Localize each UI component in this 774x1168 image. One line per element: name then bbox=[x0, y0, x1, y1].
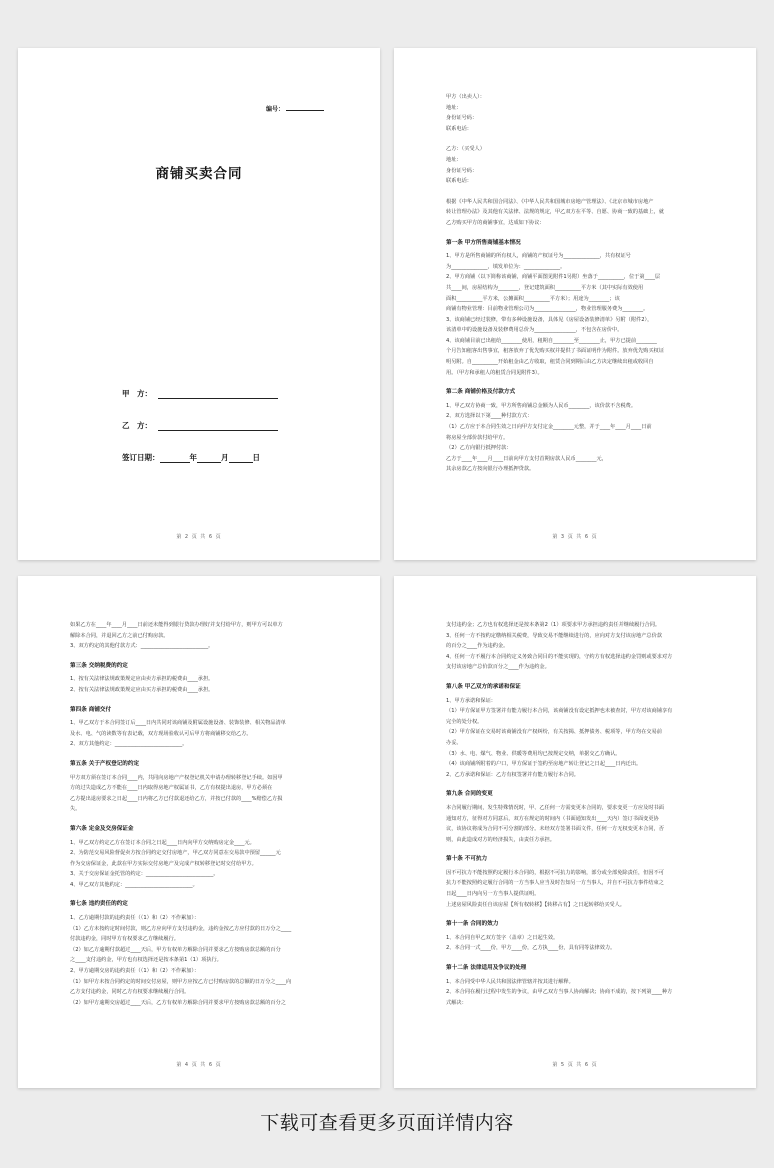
party-b-field: 乙 方： bbox=[122, 420, 278, 431]
page-footer: 第 3 页 共 6 页 bbox=[552, 534, 598, 540]
body-line: 式解决： bbox=[446, 999, 467, 1006]
body-line: 地址： bbox=[446, 156, 462, 163]
body-line: 联系电话： bbox=[446, 125, 472, 132]
body-line: 2、甲方逾期交房的违约责任（（1）和（2）不作累加）： bbox=[70, 968, 200, 975]
body-line: 2、本合同一式____份，甲方____份，乙方执____份，具有同等法律效力。 bbox=[446, 945, 616, 952]
section-heading: 第七条 违约责任的约定 bbox=[70, 901, 128, 908]
body-line: 2、乙方承诺和保证：乙方有权签署并有能力履行本合同。 bbox=[446, 771, 579, 778]
body-line: 办妥。 bbox=[446, 739, 462, 746]
body-line: 作为交房保证金，此款在甲方实际交付房地产及完成产权转移登记时交付给甲方。 bbox=[70, 860, 257, 867]
document-page-2 bbox=[18, 48, 380, 560]
body-line: 议，该协议将成为合同不可分割的部分。未经双方签署书面文件，任何一方无权变更本合同，否 bbox=[446, 826, 664, 833]
body-line: 抗力不能按照约定履行合同的一方当事人应当及时告知另一方当事人，并自不可抗力事件结束之 bbox=[446, 880, 664, 887]
document-page-5 bbox=[394, 576, 756, 1088]
body-line: 1、按有关法律法规政策规定应由卖方承担的税费由____承担。 bbox=[70, 676, 214, 683]
body-line: 及水、电、气的读数等有表记载，双方现场验收认可后甲方将商铺移交给乙方。 bbox=[70, 730, 252, 737]
body-line: 明另附。自__________开始租金由乙方收取，租赁合同到期后由乙方决定继续出租或收回自 bbox=[446, 359, 654, 366]
page-title: 商铺买卖合同 bbox=[155, 166, 243, 182]
body-line: 为______________，填发单位为：______________。 bbox=[446, 263, 566, 270]
body-line: （1）乙方应于本合同生效之日向甲方支付定金________元整，并于____年____月____日前 bbox=[446, 424, 652, 431]
body-line: 1、甲方承诺和保证： bbox=[446, 697, 496, 704]
section-heading: 第二条 商铺价格及付款方式 bbox=[446, 389, 516, 396]
body-line: 甲方（出卖人）： bbox=[446, 94, 485, 100]
body-line: 1、本合同受中华人民共和国法律管辖并按其进行解释。 bbox=[446, 978, 574, 985]
body-line: 1、甲乙双方协商一致，甲方所售商铺总金额为人民币________，该价款不含税费。 bbox=[446, 402, 637, 409]
body-line: 共____间，房屋结构为________，登记建筑面积__________平方米（其中实际有效使用 bbox=[446, 284, 644, 291]
body-line: 地址： bbox=[446, 104, 462, 111]
body-line: （2）如乙方逾期付款超过____天后，甲方有权单方解除合同并要求乙方按购房款总额的百分 bbox=[70, 946, 281, 953]
body-line: 3、关于交房保证金托管的约定：__________________________。 bbox=[70, 871, 219, 878]
body-line: 付款违约金，同时甲方有权要求乙方继续履行。 bbox=[70, 936, 179, 943]
body-line: 本合同履行期间，发生特殊情况时，甲、乙任何一方需变更本合同的，要求变更一方应及时书面 bbox=[446, 804, 664, 811]
body-line: 身份证号码： bbox=[446, 167, 478, 174]
body-line: 1、乙方逾期付款的违约责任（（1）和（2）不作累加）： bbox=[70, 915, 200, 922]
section-heading: 第九条 合同的变更 bbox=[446, 791, 493, 798]
body-line: 3、该商铺已经过装修，带有多种设施设备，具体见《房屋设备装修清单》另附（附件2）， bbox=[446, 316, 653, 323]
body-line: （1）甲方保证甲方签署并有能力履行本合同，该商铺没有设定抵押也未被查封，甲方对该商铺享有 bbox=[446, 708, 673, 715]
section-heading: 第四条 商铺交付 bbox=[70, 706, 112, 713]
body-line: 支付该房地产总价款百分之____作为违约金。 bbox=[446, 664, 550, 671]
page-body bbox=[446, 92, 720, 475]
body-line: 1、甲乙双方于本合同签订后____日内共同对该商铺及附属设施设备、装饰装修、相关物品清单 bbox=[70, 720, 286, 727]
section-heading: 第一条 甲方所售商铺基本情况 bbox=[446, 239, 521, 246]
body-line: 完全的处分权。 bbox=[446, 718, 483, 725]
body-line: 2、甲方商铺（以下简称该商铺，商铺平面图见附件1另附）坐落于__________，位于第____层 bbox=[446, 274, 661, 281]
page-body bbox=[70, 620, 344, 1008]
body-line: 4、任何一方不履行本合同约定义务致合同目的不能实现的，守约方有权选择违约金罚则或要求对方 bbox=[446, 653, 673, 660]
page-footer: 第 5 页 共 6 页 bbox=[552, 1062, 598, 1068]
body-line: 面积__________平方米，公摊面积__________平方米）；用途为________；该 bbox=[446, 295, 620, 302]
body-line: 乙方于____年____月____日前向甲方支付首期房款人民币________元， bbox=[446, 455, 607, 462]
body-line: 因不可抗力不能按照约定履行本合同的，根据不可抗力的影响，部分或全部免除责任，但因不可 bbox=[446, 869, 664, 876]
body-line: 2、双方其他约定：__________________________。 bbox=[70, 741, 188, 748]
party-a-field: 甲 方： bbox=[122, 388, 278, 399]
body-line: 之____支付违约金，甲方也有权选择还是按本条第1（1）项执行。 bbox=[70, 957, 222, 964]
body-line: 4、该商铺目前已出租给________使用，租期自________至________止，甲方已提前________ bbox=[446, 337, 657, 344]
section-heading: 第八条 甲乙双方的承诺和保证 bbox=[446, 683, 521, 690]
body-line: 2、按有关法律法规政策规定应由买方承担的税费由____承担。 bbox=[70, 686, 214, 693]
section-heading: 第六条 定金及交房保证金 bbox=[70, 825, 134, 832]
spacer bbox=[446, 187, 720, 197]
document-page-4 bbox=[18, 576, 380, 1088]
body-line: 根据《中华人民共和国合同法》、《中华人民共和国城市房地产管理法》、《北京市城市房地产 bbox=[446, 198, 654, 205]
download-more-banner[interactable]: 下载可查看更多页面详情内容 bbox=[260, 1112, 514, 1134]
body-line: 乙方支付违约金，同时乙方有权要求继续履行合同。 bbox=[70, 989, 190, 996]
body-line: （4）该商铺所附着的户口，甲方保证于签约至房地产转让登记之日起____日内迁出。 bbox=[446, 761, 642, 768]
body-line: 乙方提出退房要求之日起____日内将乙方已付款退还给乙方，并按已付款的____%赔偿乙方损 bbox=[70, 795, 283, 802]
contract-number: 编号： bbox=[266, 104, 324, 113]
body-line: 1、本合同自甲乙双方签字（盖章）之日起生效。 bbox=[446, 934, 559, 941]
page-footer: 第 4 页 共 6 页 bbox=[176, 1062, 222, 1068]
body-line: 转让管理办法》及其他有关法律、法规的规定，甲乙双方在平等、自愿、协商一致的基础上，就 bbox=[446, 209, 664, 216]
body-line: 身份证号码： bbox=[446, 115, 478, 122]
body-line: 将房屋全部价款付给甲方。 bbox=[446, 434, 509, 441]
section-heading: 第五条 关于产权登记的约定 bbox=[70, 760, 140, 767]
body-line: 联系电话： bbox=[446, 178, 472, 185]
sign-date-field: 签订日期： 年 月 日 bbox=[122, 453, 260, 462]
body-line: 乙方：（买受人） bbox=[446, 146, 485, 153]
body-line: 2、为防范交易风险督促卖方按合同约定交付房地产，甲乙双方同意在交易款中预留______元 bbox=[70, 850, 281, 857]
body-line: （3）水、电、煤气、物业、供暖等费用均已按规定交纳，单据交乙方确认。 bbox=[446, 750, 621, 757]
body-line: 3、双方约定的其他付款方式：__________________________。 bbox=[70, 643, 214, 650]
body-line: （2）甲方保证在交易时该商铺没有产权纠纷，有关按揭、抵押债务、税项等，甲方均在交易前 bbox=[446, 729, 662, 736]
body-line: 2、双方选择以下第____种付款方式： bbox=[446, 413, 533, 420]
body-line: 该清单中的设施设备及装修费用总价为________________，不包含在房价中。 bbox=[446, 327, 623, 334]
body-line: 上述房屋风险责任自该房屋【所有权转移】【转移占有】之日起转移给买受人。 bbox=[446, 901, 625, 908]
document-page-3 bbox=[394, 48, 756, 560]
body-line: 通知对方，征得对方同意后，双方在规定的时间内（书面通知发出____天内）签订书面变更协 bbox=[446, 815, 659, 822]
spacer bbox=[446, 134, 720, 144]
body-line: （2）乙方向银行抵押付款： bbox=[446, 445, 512, 452]
body-line: 3、任何一方不按约定缴纳相关税费，导致交易不能继续进行的，应向对方支付该房地产总价款 bbox=[446, 632, 662, 639]
body-line: 1、甲方是所售商铺的所有权人，商铺的产权证号为______________，共有权证号 bbox=[446, 253, 631, 260]
body-line: 乙方购买甲方的商铺事宜，达成如下协议： bbox=[446, 219, 545, 226]
body-line: 方的过失造成乙方不能在____日内取得房地产权属证书，乙方有权提出退房，甲方必须在 bbox=[70, 785, 273, 792]
body-line: 则，由此造成对方的经济损失，由责任方承担。 bbox=[446, 836, 555, 843]
body-line: 的百分之____作为违约金。 bbox=[446, 643, 509, 650]
body-line: 日起____日内向另一方当事人提供证明。 bbox=[446, 891, 540, 898]
section-heading: 第十一条 合同的效力 bbox=[446, 921, 499, 928]
body-line: 个月告知租客出售事宜，租客放弃了优先购买权并提供了书面证明作为附件。放弃优先购买权证 bbox=[446, 348, 664, 355]
page-footer: 第 2 页 共 6 页 bbox=[176, 534, 222, 540]
body-line: 商铺有物业管理：目前物业管理公司为________________，物业管理服务费为________。 bbox=[446, 306, 649, 313]
body-line: 其余房款乙方按向银行办理抵押贷款。 bbox=[446, 466, 535, 473]
body-line: 甲方双方须在签订本合同____内，共同向房地产产权登记机关申请办理转移登记手续。如因甲 bbox=[70, 774, 283, 781]
section-heading: 第十二条 法律适用及争议的处理 bbox=[446, 965, 527, 972]
body-line: 如果乙方在____年____月____日前还未能得到银行贷款办理好并支付给甲方，则甲方可以单方 bbox=[70, 622, 283, 628]
section-heading: 第十条 不可抗力 bbox=[446, 856, 488, 863]
body-line: （1）乙方未按约定时间付款，则乙方应向甲方支付违约金，违约金按乙方应付款的日万分之____ bbox=[70, 925, 292, 932]
body-line: （1）如甲方未按合同约定的时间交付房屋，则甲方应按乙方已付购房款的总额的日万分之____向 bbox=[70, 978, 292, 985]
body-line: 支付违约金；乙方也有权选择还是按本条第2（1）项要求甲方承担违约责任并继续履行合同。 bbox=[446, 622, 661, 628]
body-line: 失。 bbox=[70, 806, 81, 813]
section-heading: 第三条 交纳税费的约定 bbox=[70, 662, 128, 669]
body-line: 2、本合同在履行过程中发生的争议，由甲乙双方当事人协商解决；协商不成的，按下列第____种方 bbox=[446, 989, 673, 996]
body-line: （2）如甲方逾期交房超过____天后，乙方有权单方解除合同并要求甲方按购房款总额的百分之 bbox=[70, 999, 286, 1006]
body-line: 4、甲乙双方其他约定：__________________________。 bbox=[70, 881, 198, 888]
body-line: 用。（甲方和承租人的租赁合同见附件3）。 bbox=[446, 369, 543, 376]
body-line: 1、甲乙双方约定乙方在签订本合同之日起____日内向甲方交纳购房定金____元。 bbox=[70, 839, 255, 846]
body-line: 解除本合同，并退回乙方之前已付购房款。 bbox=[70, 632, 169, 639]
page-body bbox=[446, 620, 720, 1008]
